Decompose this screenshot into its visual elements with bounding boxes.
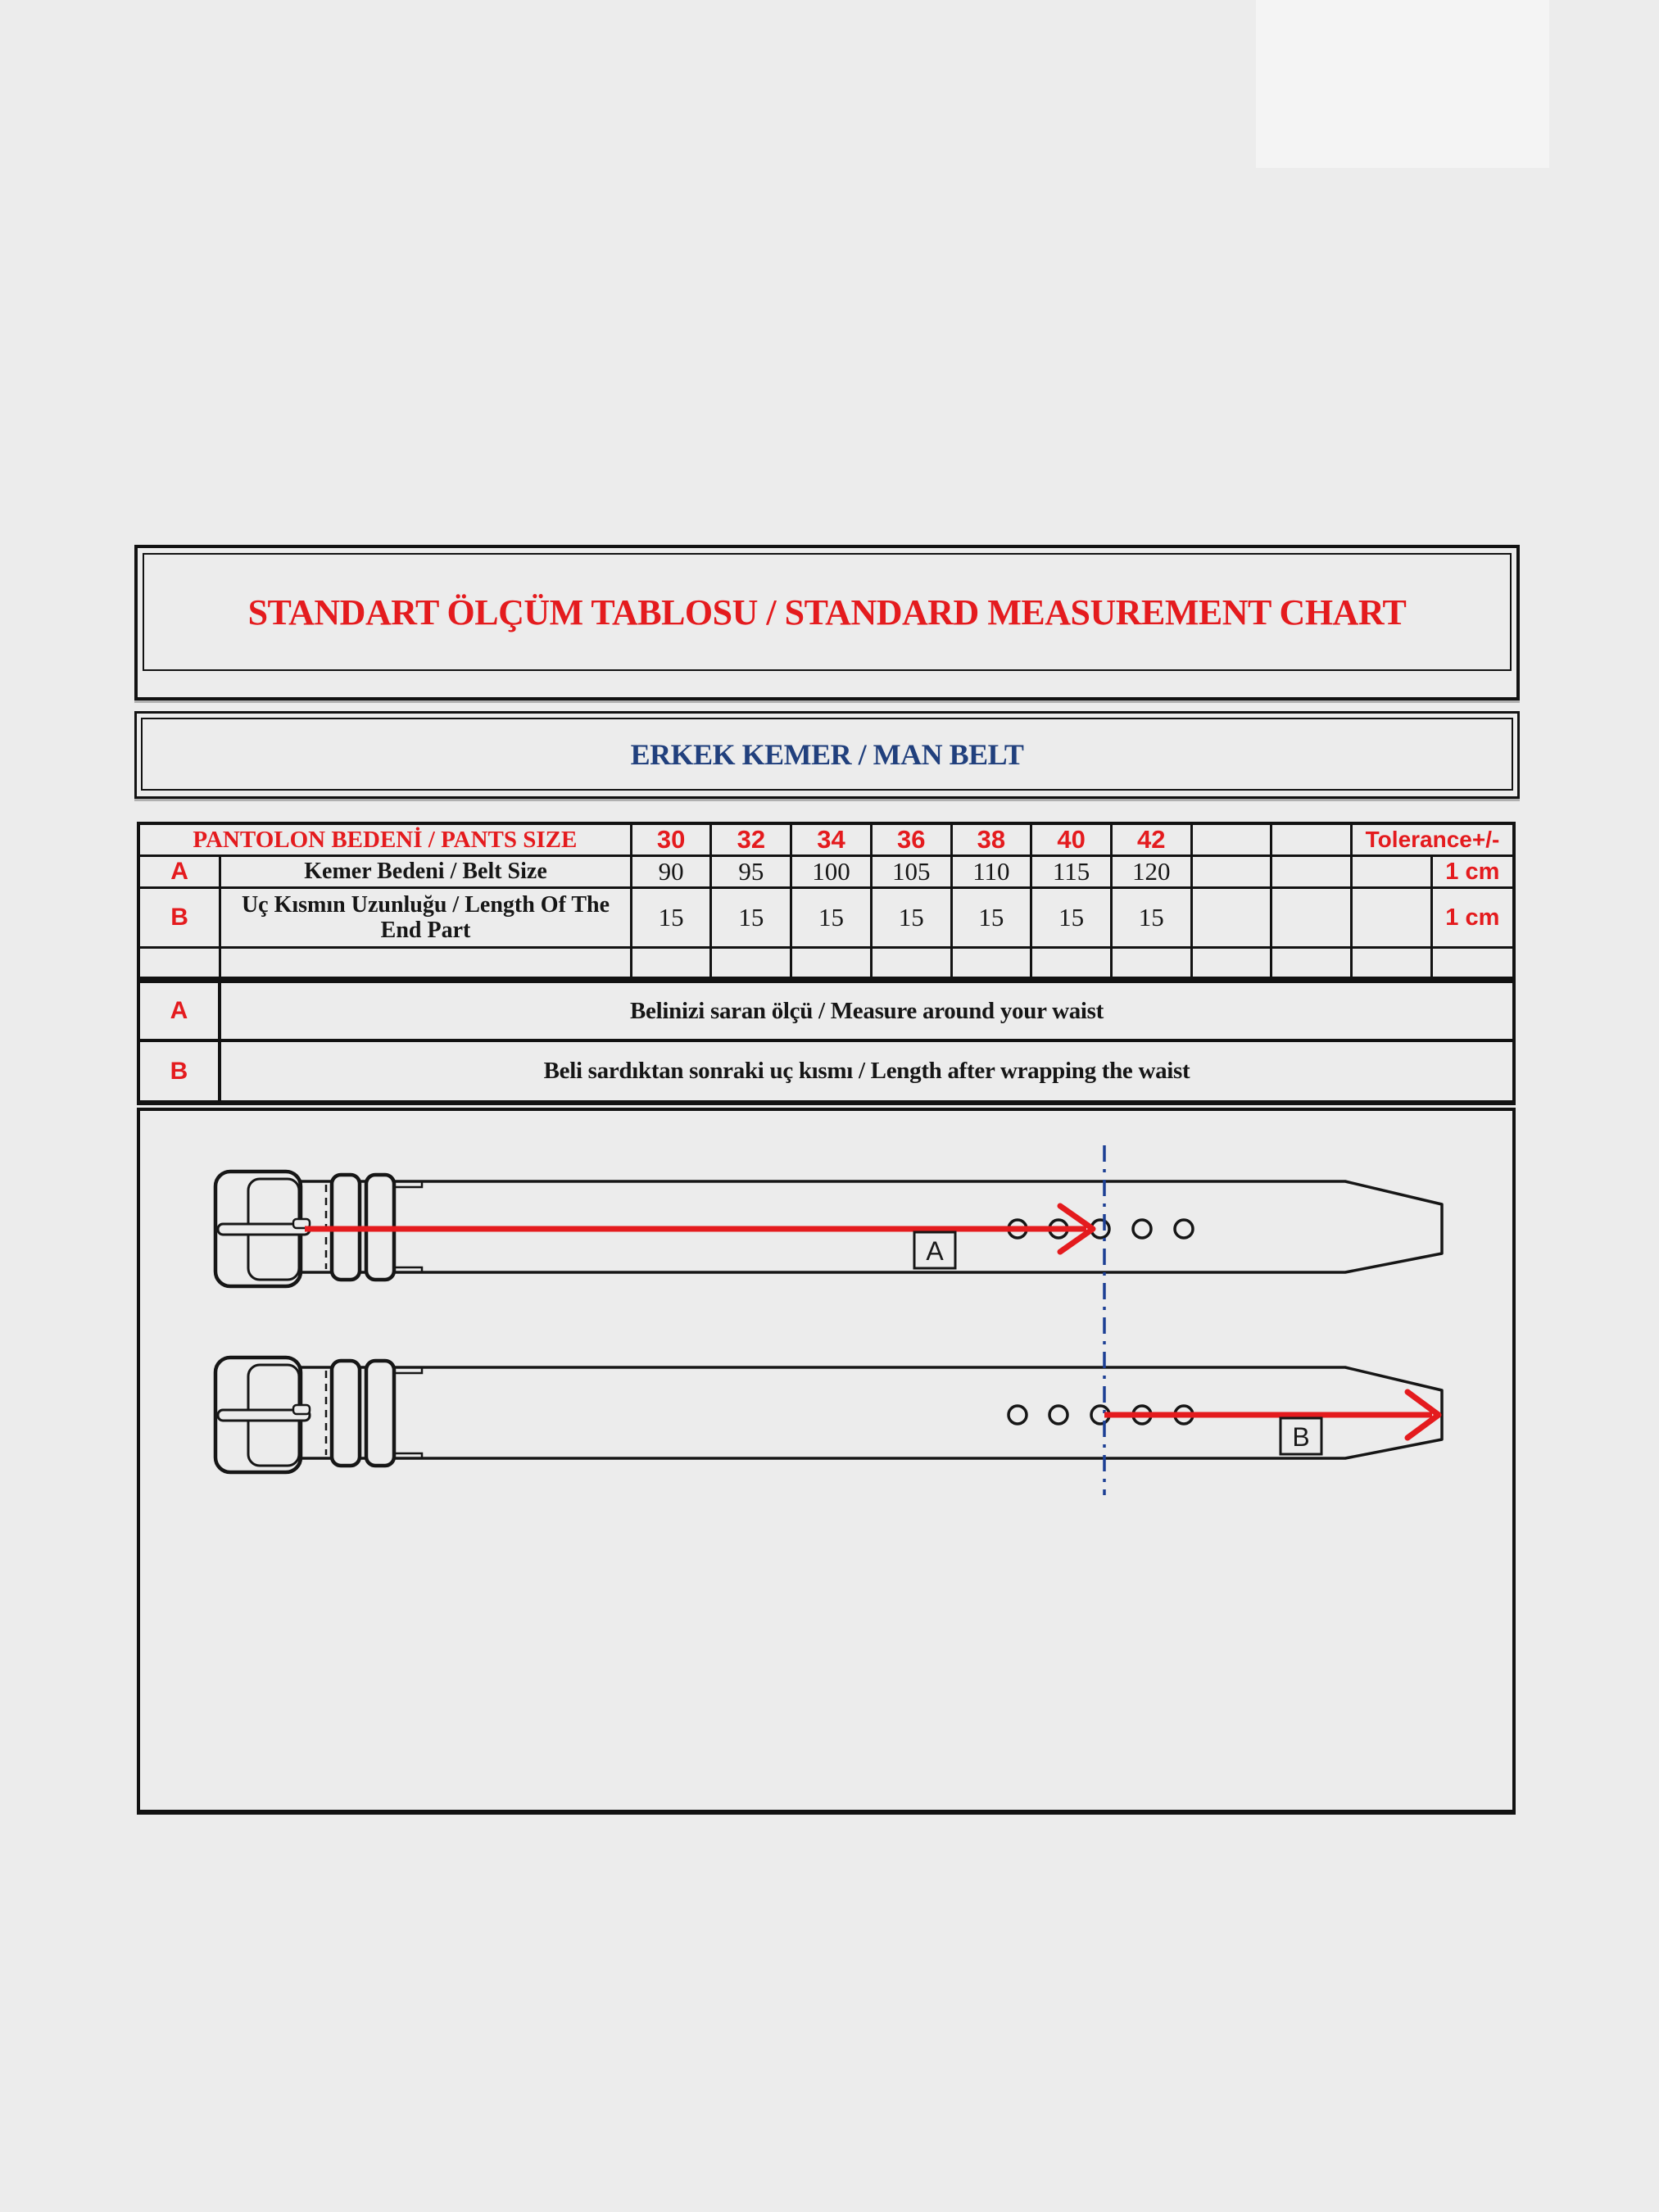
title-box xyxy=(134,545,1520,700)
empty-cell xyxy=(220,948,632,979)
end-part-value: 15 xyxy=(631,888,711,948)
belt-diagram xyxy=(140,1111,1512,1810)
empty-cell xyxy=(871,948,951,979)
end-part-row xyxy=(138,888,1514,948)
end-part-value: 15 xyxy=(711,888,791,948)
empty-cell xyxy=(1031,948,1112,979)
page-title: STANDART ÖLÇÜM TABLOSU / STANDARD MEASUREMENT CHART xyxy=(247,592,1407,632)
empty-cell xyxy=(1271,888,1352,948)
belt-size-label: Kemer Bedeni / Belt Size xyxy=(220,856,632,888)
subtitle-box xyxy=(134,711,1520,799)
belt-size-value: 95 xyxy=(711,856,791,888)
pants-size-header: PANTOLON BEDENİ / PANTS SIZE xyxy=(138,823,631,856)
legend-row-a xyxy=(138,981,1514,1040)
size-col-header: 30 xyxy=(631,823,711,856)
belt-size-value: 90 xyxy=(631,856,711,888)
belt-size-value: 105 xyxy=(871,856,951,888)
legend-marker-a: A xyxy=(138,981,220,1040)
size-col-header: 38 xyxy=(951,823,1031,856)
end-part-value: 15 xyxy=(1031,888,1112,948)
size-table xyxy=(137,822,1516,981)
size-table-header-row xyxy=(138,823,1514,856)
empty-header-cell xyxy=(1191,823,1271,856)
empty-cell xyxy=(1271,948,1352,979)
empty-cell xyxy=(1191,856,1271,888)
legend-row-b xyxy=(138,1040,1514,1103)
empty-cell xyxy=(1191,888,1271,948)
empty-cell xyxy=(951,948,1031,979)
empty-cell xyxy=(791,948,872,979)
measure-b-label xyxy=(1281,1418,1321,1454)
legend-table xyxy=(137,980,1516,1105)
belt-size-value: 115 xyxy=(1031,856,1112,888)
belt-diagram-box xyxy=(137,1108,1516,1815)
empty-cell xyxy=(631,948,711,979)
size-col-header: 32 xyxy=(711,823,791,856)
empty-cell xyxy=(1351,856,1431,888)
size-col-header: 36 xyxy=(871,823,951,856)
end-part-value: 15 xyxy=(791,888,872,948)
belt-size-value: 120 xyxy=(1111,856,1191,888)
empty-cell xyxy=(711,948,791,979)
end-part-value: 15 xyxy=(1111,888,1191,948)
title-box-inner xyxy=(143,553,1512,671)
measure-a-label xyxy=(914,1232,955,1268)
empty-header-cell xyxy=(1271,823,1352,856)
row-marker-b: B xyxy=(138,888,220,948)
belt-size-value: 100 xyxy=(791,856,872,888)
empty-cell xyxy=(1271,856,1352,888)
row-marker-a: A xyxy=(138,856,220,888)
measure-b-letter: B xyxy=(1292,1422,1310,1452)
tolerance-header: Tolerance+/- xyxy=(1351,823,1514,856)
empty-cell xyxy=(1111,948,1191,979)
empty-cell xyxy=(1351,888,1431,948)
size-col-header: 42 xyxy=(1111,823,1191,856)
belt-size-row xyxy=(138,856,1514,888)
empty-cell xyxy=(1191,948,1271,979)
size-col-header: 34 xyxy=(791,823,872,856)
end-part-value: 15 xyxy=(951,888,1031,948)
empty-cell xyxy=(138,948,220,979)
legend-marker-b: B xyxy=(138,1040,220,1103)
tolerance-value-b: 1 cm xyxy=(1431,888,1514,948)
size-col-header: 40 xyxy=(1031,823,1112,856)
belt-size-value: 110 xyxy=(951,856,1031,888)
empty-cell xyxy=(1351,948,1431,979)
legend-text-a: Belinizi saran ölçü / Measure around your waist xyxy=(220,981,1514,1040)
subtitle-box-inner xyxy=(141,718,1513,791)
legend-text-b: Beli sardıktan sonraki uç kısmı / Length after wrapping the waist xyxy=(220,1040,1514,1103)
empty-cell xyxy=(1431,948,1514,979)
end-part-label: Uç Kısmın Uzunluğu / Length Of The End Part xyxy=(220,888,632,948)
tolerance-value-a: 1 cm xyxy=(1431,856,1514,888)
product-subtitle: ERKEK KEMER / MAN BELT xyxy=(630,737,1024,771)
end-part-value: 15 xyxy=(871,888,951,948)
measure-a-letter: A xyxy=(926,1236,944,1266)
spacer-row xyxy=(138,948,1514,979)
background-highlight xyxy=(1256,0,1549,168)
